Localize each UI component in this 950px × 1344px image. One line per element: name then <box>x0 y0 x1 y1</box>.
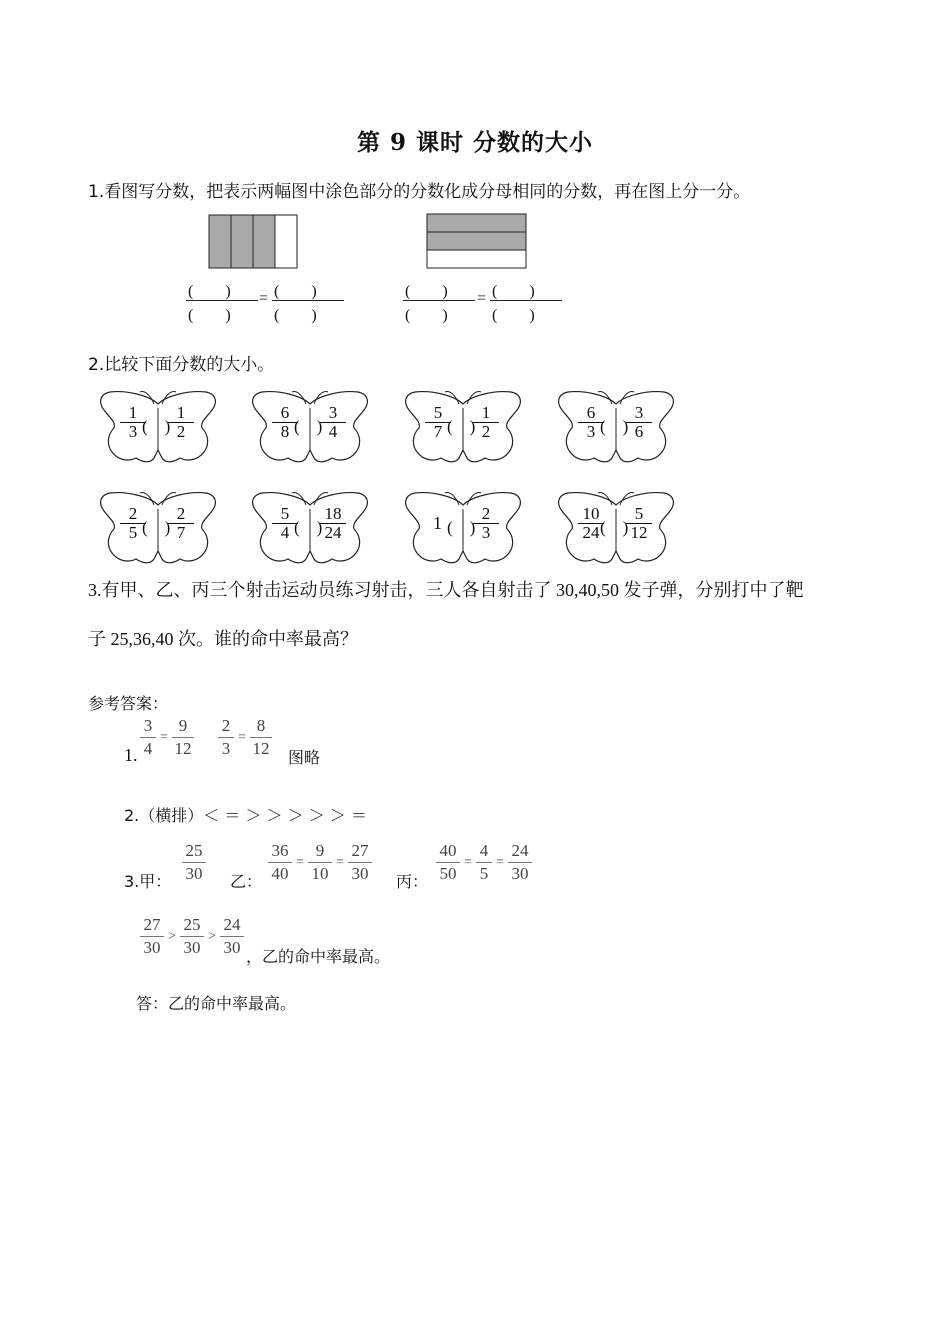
page-title: 第 9 课时 分数的大小 <box>356 129 594 156</box>
right-fraction: 2 3 <box>473 505 499 542</box>
final-answer: 答：乙的命中率最高。 <box>136 994 297 1013</box>
comparison-fraction-1: 27 30 <box>140 914 164 959</box>
blank-fraction-1b[interactable]: ( ) ( ) <box>272 278 344 324</box>
answer-3-bing-fraction-1: 40 50 <box>436 840 460 885</box>
right-fraction: 5 12 <box>626 505 652 542</box>
answer-3-label-bing: 丙： <box>396 872 429 891</box>
comparison-blank[interactable]: ( ) <box>600 417 629 436</box>
figure-quarters <box>208 214 300 270</box>
answer-3-equals: = <box>464 855 472 870</box>
answer-3-bing-fraction-2: 4 5 <box>476 840 492 885</box>
question-3-line-2: 子 25,36,40 次。谁的命中率最高？ <box>88 629 358 649</box>
figure-quarters-part-4 <box>275 215 297 268</box>
comparison-blank[interactable]: ( ) <box>142 417 171 436</box>
answer-3-jia-fraction: 25 30 <box>182 840 206 885</box>
butterfly-comparison[interactable] <box>556 384 676 468</box>
right-fraction: 18 24 <box>320 505 346 542</box>
question-1-text: 1.看图写分数，把表示两幅图中涂色部分的分数化成分母相同的分数，再在图上分一分。 <box>88 182 751 202</box>
figure-thirds-part-3 <box>427 250 526 268</box>
answer-1-note: 图略 <box>288 748 321 767</box>
left-fraction: 6 8 <box>272 404 298 441</box>
butterfly-comparison[interactable] <box>403 384 523 468</box>
left-fraction: 5 4 <box>272 505 298 542</box>
comparison-blank[interactable]: ( ) <box>142 518 171 537</box>
left-fraction: 10 24 <box>578 505 604 542</box>
figure-thirds-part-2 <box>427 232 526 250</box>
figure-quarters-part-1 <box>209 215 231 268</box>
answer-3-yi-fraction-1: 36 40 <box>268 840 292 885</box>
left-fraction: 5 7 <box>425 404 451 441</box>
answer-1-label: 1. <box>124 745 138 765</box>
blank-fraction-1a[interactable]: ( ) ( ) <box>186 278 258 324</box>
answer-1-fraction-3: 2 3 <box>218 715 234 760</box>
answer-3-equals: = <box>496 855 504 870</box>
answer-3-equals: = <box>336 855 344 870</box>
answer-3-yi-fraction-3: 27 30 <box>348 840 372 885</box>
answer-1-fraction-2: 9 12 <box>172 715 194 760</box>
butterfly-comparison[interactable] <box>403 485 523 569</box>
answer-3-label-jia: 3.甲： <box>124 872 172 891</box>
comparison-fraction-3: 24 30 <box>220 914 244 959</box>
greater-than-sign: > <box>208 929 216 944</box>
right-fraction: 1 2 <box>473 404 499 441</box>
butterfly-comparison[interactable] <box>98 485 218 569</box>
comparison-conclusion: ，乙的命中率最高。 <box>246 947 391 966</box>
answer-3-yi-fraction-2: 9 10 <box>308 840 332 885</box>
answer-2: 2.（横排）＜ ＝ ＞ ＞ ＞ ＞ ＞ ＝ <box>124 806 367 825</box>
answer-1-fraction-4: 8 12 <box>250 715 272 760</box>
answer-1-equals: = <box>160 730 168 745</box>
comparison-fraction-2: 25 30 <box>180 914 204 959</box>
figure-quarters-part-2 <box>231 215 253 268</box>
comparison-blank[interactable]: ( ) <box>294 518 323 537</box>
comparison-blank[interactable]: ( ) <box>447 417 476 436</box>
blank-fraction-2b[interactable]: ( ) ( ) <box>490 278 562 324</box>
butterfly-comparison[interactable] <box>250 384 370 468</box>
figure-thirds-part-1 <box>427 214 526 232</box>
comparison-blank[interactable]: ( ) <box>294 417 323 436</box>
right-fraction: 2 7 <box>168 505 194 542</box>
left-fraction: 2 5 <box>120 505 146 542</box>
answer-1-equals: = <box>238 730 246 745</box>
butterfly-comparison[interactable] <box>556 485 676 569</box>
figure-thirds <box>426 213 528 271</box>
right-fraction: 3 6 <box>626 404 652 441</box>
right-fraction: 3 4 <box>320 404 346 441</box>
figure-quarters-part-3 <box>253 215 275 268</box>
question-2-text: 2.比较下面分数的大小。 <box>88 355 275 375</box>
right-fraction: 1 2 <box>168 404 194 441</box>
answer-3-equals: = <box>296 855 304 870</box>
whole-number: 1 <box>433 513 442 533</box>
answer-3-label-yi: 乙： <box>230 872 263 891</box>
butterfly-comparison[interactable] <box>98 384 218 468</box>
equals-sign: = <box>477 290 487 307</box>
comparison-blank[interactable]: ( ) <box>447 518 476 537</box>
left-fraction: 6 3 <box>578 404 604 441</box>
left-fraction: 1 3 <box>120 404 146 441</box>
question-3-line-1: 3.有甲、乙、丙三个射击运动员练习射击，三人各自射击了 30,40,50 发子弹，分别打中了靶 <box>88 580 804 600</box>
answer-1-fraction-1: 3 4 <box>140 715 156 760</box>
greater-than-sign: > <box>168 929 176 944</box>
blank-fraction-2a[interactable]: ( ) ( ) <box>403 278 475 324</box>
equals-sign: = <box>259 290 269 307</box>
answer-3-bing-fraction-3: 24 30 <box>508 840 532 885</box>
butterfly-comparison[interactable] <box>250 485 370 569</box>
answers-heading: 参考答案： <box>88 694 169 713</box>
comparison-blank[interactable]: ( ) <box>600 518 629 537</box>
